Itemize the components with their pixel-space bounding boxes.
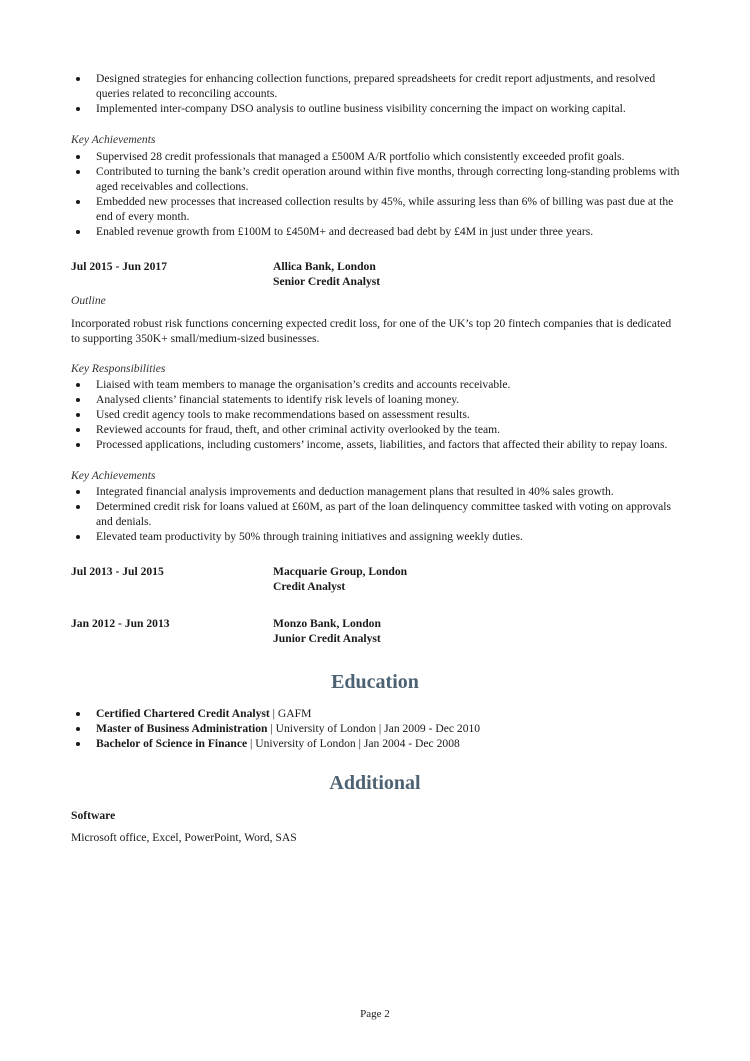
education-item: [71, 736, 683, 751]
prev-responsibilities-list: [71, 71, 683, 116]
job-title: Junior Credit Analyst: [273, 632, 381, 645]
job-company-title: [273, 564, 407, 594]
list-item: Supervised 28 credit professionals that managed a £500M A/R portfolio which consistently exceeded profit goals.: [71, 149, 683, 164]
list-item: Reviewed accounts for fraud, theft, and other criminal activity overlooked by the team.: [71, 422, 683, 437]
achievements-list: [71, 484, 683, 544]
job-header-macquarie: [71, 564, 683, 594]
software-text: Microsoft office, Excel, PowerPoint, Word, SAS: [71, 831, 297, 844]
list-item: Enabled revenue growth from £100M to £450M+ and decreased bad debt by £4M in just under three years.: [71, 224, 683, 239]
list-item: Implemented inter-company DSO analysis to outline business visibility concerning the impact on working capital.: [71, 101, 683, 116]
additional-heading: Additional: [329, 772, 421, 794]
job-title: Credit Analyst: [273, 580, 346, 593]
software-label: Software: [71, 809, 116, 822]
list-item: Contributed to turning the bank’s credit operation around within five months, through correcting long-standing problems with aged receivables and collections.: [71, 164, 683, 194]
job-header-allica: [71, 259, 683, 289]
prev-achievements-list: [71, 149, 683, 239]
list-item: Used credit agency tools to make recommendations based on assessment results.: [71, 407, 683, 422]
education-heading: Education: [331, 671, 419, 693]
list-item: Integrated financial analysis improvements and deduction management plans that resulted in 40% sales growth.: [71, 484, 683, 499]
outline-text: Incorporated robust risk functions concerning expected credit loss, for one of the UK’s top 20 fintech companies that is dedicated to supporting 350K+ small/medium-sized businesses.: [71, 317, 672, 345]
education-detail: | University of London | Jan 2009 - Dec 2010: [267, 722, 481, 735]
list-item: Processed applications, including customers’ income, assets, liabilities, and factors that affected their ability to repay loans.: [71, 437, 683, 452]
job-title: Senior Credit Analyst: [273, 275, 381, 288]
education-item: [71, 721, 683, 736]
job-company-title: [273, 259, 380, 289]
list-item: Designed strategies for enhancing collection functions, prepared spreadsheets for credit report adjustments, and resolved queries related to reconciling accounts.: [71, 71, 683, 101]
job-dates: Jul 2015 - Jun 2017: [71, 260, 167, 273]
responsibilities-heading: Key Responsibilities: [71, 362, 166, 375]
job-header-monzo: [71, 616, 683, 646]
job-company: Monzo Bank, London: [273, 617, 381, 630]
education-list: [71, 706, 683, 751]
achievements-heading: Key Achievements: [71, 469, 156, 482]
job-company: Allica Bank, London: [273, 260, 376, 273]
outline-heading: Outline: [71, 294, 106, 307]
education-name: Bachelor of Science in Finance: [96, 737, 248, 750]
job-company-title: [273, 616, 381, 646]
education-detail: | University of London | Jan 2004 - Dec 2008: [247, 737, 460, 750]
job-dates: Jul 2013 - Jul 2015: [71, 565, 164, 578]
responsibilities-list: [71, 377, 683, 452]
education-item: [71, 706, 683, 721]
list-item: Liaised with team members to manage the organisation’s credits and accounts receivable.: [71, 377, 683, 392]
page-number: Page 2: [360, 1008, 390, 1020]
list-item: Embedded new processes that increased collection results by 45%, while assuring less than 6% of billing was past due at the end of every month.: [71, 194, 683, 224]
prev-achievements-heading: Key Achievements: [71, 133, 156, 146]
list-item: Analysed clients’ financial statements to identify risk levels of loaning money.: [71, 392, 683, 407]
education-detail: | GAFM: [269, 707, 312, 720]
job-company: Macquarie Group, London: [273, 565, 408, 578]
education-name: Certified Chartered Credit Analyst: [96, 707, 270, 720]
job-dates: Jan 2012 - Jun 2013: [71, 617, 170, 630]
education-name: Master of Business Administration: [96, 722, 268, 735]
list-item: Determined credit risk for loans valued at £60M, as part of the loan delinquency committee tasked with voting on approvals and denials.: [71, 499, 683, 529]
list-item: Elevated team productivity by 50% through training initiatives and assigning weekly duties.: [71, 529, 683, 544]
